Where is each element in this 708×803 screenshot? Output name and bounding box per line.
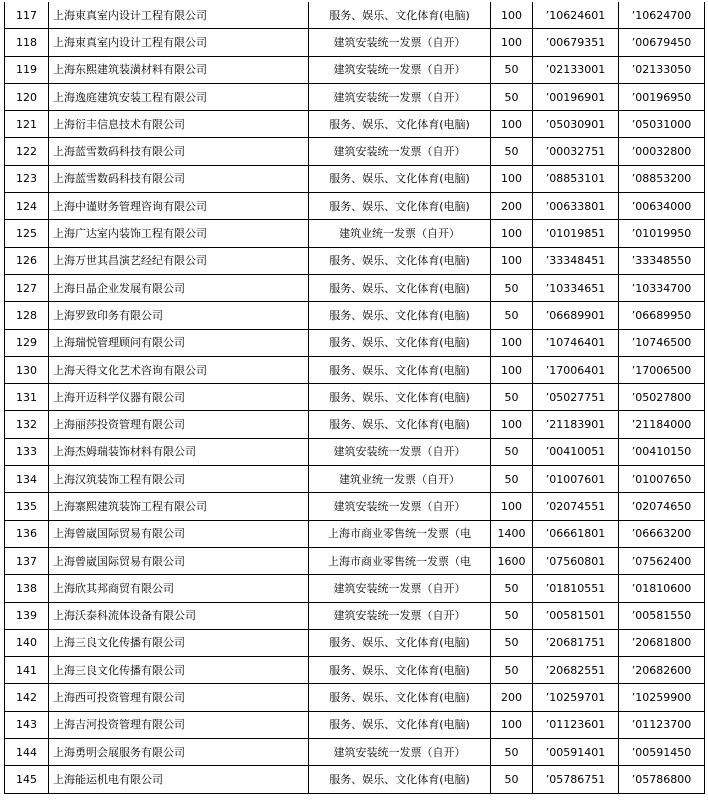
company-name-cell: 上海三良文化传播有限公司 xyxy=(49,629,309,656)
company-name-cell: 上海能运机电有限公司 xyxy=(49,766,309,793)
table-row xyxy=(5,247,705,274)
company-name-cell: 上海天得文化艺术咨询有限公司 xyxy=(49,356,309,383)
quantity-cell: 100 xyxy=(491,111,533,138)
row-number-cell: 125 xyxy=(5,220,49,247)
end-number-cell: ’00032800 xyxy=(619,138,705,165)
quantity-cell: 50 xyxy=(491,739,533,766)
end-number-cell: ’10746500 xyxy=(619,329,705,356)
quantity-cell: 100 xyxy=(491,711,533,738)
end-number-cell: ’10624700 xyxy=(619,2,705,29)
table-row xyxy=(5,684,705,711)
table-row xyxy=(5,575,705,602)
start-number-cell: ’20681751 xyxy=(533,629,619,656)
row-number-cell: 139 xyxy=(5,602,49,629)
row-number-cell: 143 xyxy=(5,711,49,738)
start-number-cell: ’00591401 xyxy=(533,739,619,766)
company-name-cell: 上海东熙建筑装潢材料有限公司 xyxy=(49,56,309,83)
start-number-cell: ’02133001 xyxy=(533,56,619,83)
row-number-cell: 144 xyxy=(5,739,49,766)
row-number-cell: 145 xyxy=(5,766,49,793)
table-body xyxy=(5,2,705,793)
start-number-cell: ’08853101 xyxy=(533,165,619,192)
row-number-cell: 130 xyxy=(5,356,49,383)
start-number-cell: ’06661801 xyxy=(533,520,619,547)
company-name-cell: 上海罗致印务有限公司 xyxy=(49,302,309,329)
row-number-cell: 137 xyxy=(5,547,49,574)
row-number-cell: 135 xyxy=(5,493,49,520)
table-row xyxy=(5,438,705,465)
start-number-cell: ’10746401 xyxy=(533,329,619,356)
invoice-type-cell: 建筑安装统一发票（自开） xyxy=(309,739,491,766)
table-row xyxy=(5,111,705,138)
invoice-type-cell: 建筑安装统一发票（自开） xyxy=(309,575,491,602)
start-number-cell: ’02074551 xyxy=(533,493,619,520)
end-number-cell: ’17006500 xyxy=(619,356,705,383)
quantity-cell: 100 xyxy=(491,220,533,247)
row-number-cell: 131 xyxy=(5,384,49,411)
table-row xyxy=(5,83,705,110)
quantity-cell: 50 xyxy=(491,629,533,656)
start-number-cell: ’01007601 xyxy=(533,466,619,493)
start-number-cell: ’05027751 xyxy=(533,384,619,411)
start-number-cell: ’01810551 xyxy=(533,575,619,602)
row-number-cell: 142 xyxy=(5,684,49,711)
company-name-cell: 上海寨熙建筑装饰工程有限公司 xyxy=(49,493,309,520)
invoice-type-cell: 服务、娱乐、文化体育(电脑) xyxy=(309,629,491,656)
invoice-type-cell: 服务、娱乐、文化体育(电脑) xyxy=(309,684,491,711)
company-name-cell: 上海曾崴国际贸易有限公司 xyxy=(49,547,309,574)
end-number-cell: ’01007650 xyxy=(619,466,705,493)
start-number-cell: ’20682551 xyxy=(533,657,619,684)
quantity-cell: 50 xyxy=(491,466,533,493)
table-row xyxy=(5,29,705,56)
row-number-cell: 118 xyxy=(5,29,49,56)
invoice-type-cell: 服务、娱乐、文化体育(电脑) xyxy=(309,165,491,192)
table-row xyxy=(5,138,705,165)
start-number-cell: ’00581501 xyxy=(533,602,619,629)
end-number-cell: ’20681800 xyxy=(619,629,705,656)
company-name-cell: 上海勇明会展服务有限公司 xyxy=(49,739,309,766)
table-row xyxy=(5,220,705,247)
row-number-cell: 141 xyxy=(5,657,49,684)
table-row xyxy=(5,56,705,83)
invoice-type-cell: 服务、娱乐、文化体育(电脑) xyxy=(309,2,491,29)
invoice-type-cell: 服务、娱乐、文化体育(电脑) xyxy=(309,329,491,356)
row-number-cell: 121 xyxy=(5,111,49,138)
table-row xyxy=(5,657,705,684)
table-row xyxy=(5,2,705,29)
quantity-cell: 1400 xyxy=(491,520,533,547)
table-row xyxy=(5,356,705,383)
quantity-cell: 50 xyxy=(491,83,533,110)
row-number-cell: 128 xyxy=(5,302,49,329)
company-name-cell: 上海杰姆瑞装饰材料有限公司 xyxy=(49,438,309,465)
start-number-cell: ’10334651 xyxy=(533,274,619,301)
company-name-cell: 上海曾崴国际贸易有限公司 xyxy=(49,520,309,547)
invoice-type-cell: 建筑安装统一发票（自开） xyxy=(309,438,491,465)
row-number-cell: 140 xyxy=(5,629,49,656)
company-name-cell: 上海广达室内装饰工程有限公司 xyxy=(49,220,309,247)
end-number-cell: ’02133050 xyxy=(619,56,705,83)
row-number-cell: 136 xyxy=(5,520,49,547)
quantity-cell: 50 xyxy=(491,56,533,83)
table-row xyxy=(5,547,705,574)
quantity-cell: 100 xyxy=(491,493,533,520)
quantity-cell: 100 xyxy=(491,411,533,438)
company-name-cell: 上海蓝雪数码科技有限公司 xyxy=(49,138,309,165)
quantity-cell: 200 xyxy=(491,684,533,711)
end-number-cell: ’10334700 xyxy=(619,274,705,301)
quantity-cell: 50 xyxy=(491,657,533,684)
quantity-cell: 1600 xyxy=(491,547,533,574)
row-number-cell: 120 xyxy=(5,83,49,110)
end-number-cell: ’05027800 xyxy=(619,384,705,411)
company-name-cell: 上海开迈科学仪器有限公司 xyxy=(49,384,309,411)
quantity-cell: 50 xyxy=(491,438,533,465)
table-row xyxy=(5,165,705,192)
company-name-cell: 上海束真室内设计工程有限公司 xyxy=(49,2,309,29)
company-name-cell: 上海丽莎投资管理有限公司 xyxy=(49,411,309,438)
table-row xyxy=(5,493,705,520)
end-number-cell: ’07562400 xyxy=(619,547,705,574)
end-number-cell: ’20682600 xyxy=(619,657,705,684)
invoice-type-cell: 服务、娱乐、文化体育(电脑) xyxy=(309,111,491,138)
row-number-cell: 126 xyxy=(5,247,49,274)
quantity-cell: 50 xyxy=(491,302,533,329)
start-number-cell: ’17006401 xyxy=(533,356,619,383)
end-number-cell: ’06689950 xyxy=(619,302,705,329)
invoice-type-cell: 服务、娱乐、文化体育(电脑) xyxy=(309,193,491,220)
quantity-cell: 100 xyxy=(491,29,533,56)
start-number-cell: ’00679351 xyxy=(533,29,619,56)
company-name-cell: 上海欣其邦商贸有限公司 xyxy=(49,575,309,602)
company-name-cell: 上海日晶企业发展有限公司 xyxy=(49,274,309,301)
row-number-cell: 133 xyxy=(5,438,49,465)
start-number-cell: ’00196901 xyxy=(533,83,619,110)
end-number-cell: ’00679450 xyxy=(619,29,705,56)
company-name-cell: 上海沃泰科流体设备有限公司 xyxy=(49,602,309,629)
end-number-cell: ’01810600 xyxy=(619,575,705,602)
company-name-cell: 上海蓝雪数码科技有限公司 xyxy=(49,165,309,192)
table-row xyxy=(5,302,705,329)
quantity-cell: 200 xyxy=(491,193,533,220)
invoice-type-cell: 建筑业统一发票（自开） xyxy=(309,466,491,493)
invoice-type-cell: 建筑安装统一发票（自开） xyxy=(309,83,491,110)
start-number-cell: ’06689901 xyxy=(533,302,619,329)
end-number-cell: ’01019950 xyxy=(619,220,705,247)
table-row xyxy=(5,384,705,411)
end-number-cell: ’01123700 xyxy=(619,711,705,738)
quantity-cell: 100 xyxy=(491,356,533,383)
invoice-type-cell: 建筑安装统一发票（自开） xyxy=(309,29,491,56)
invoice-type-cell: 服务、娱乐、文化体育(电脑) xyxy=(309,274,491,301)
table-row xyxy=(5,520,705,547)
end-number-cell: ’02074650 xyxy=(619,493,705,520)
company-name-cell: 上海西可投资管理有限公司 xyxy=(49,684,309,711)
quantity-cell: 100 xyxy=(491,165,533,192)
invoice-type-cell: 上海市商业零售统一发票（电 xyxy=(309,520,491,547)
invoice-type-cell: 建筑安装统一发票（自开） xyxy=(309,602,491,629)
company-name-cell: 上海衍丰信息技术有限公司 xyxy=(49,111,309,138)
start-number-cell: ’33348451 xyxy=(533,247,619,274)
invoice-type-cell: 服务、娱乐、文化体育(电脑) xyxy=(309,657,491,684)
end-number-cell: ’33348550 xyxy=(619,247,705,274)
invoice-type-cell: 服务、娱乐、文化体育(电脑) xyxy=(309,411,491,438)
invoice-type-cell: 服务、娱乐、文化体育(电脑) xyxy=(309,711,491,738)
start-number-cell: ’05030901 xyxy=(533,111,619,138)
company-name-cell: 上海三良文化传播有限公司 xyxy=(49,657,309,684)
row-number-cell: 132 xyxy=(5,411,49,438)
company-name-cell: 上海汉筑装饰工程有限公司 xyxy=(49,466,309,493)
end-number-cell: ’05786800 xyxy=(619,766,705,793)
row-number-cell: 119 xyxy=(5,56,49,83)
end-number-cell: ’00634000 xyxy=(619,193,705,220)
quantity-cell: 100 xyxy=(491,2,533,29)
company-name-cell: 上海逸庭建筑安装工程有限公司 xyxy=(49,83,309,110)
end-number-cell: ’06663200 xyxy=(619,520,705,547)
start-number-cell: ’01123601 xyxy=(533,711,619,738)
start-number-cell: ’05786751 xyxy=(533,766,619,793)
quantity-cell: 50 xyxy=(491,575,533,602)
end-number-cell: ’00196950 xyxy=(619,83,705,110)
start-number-cell: ’00633801 xyxy=(533,193,619,220)
company-name-cell: 上海吉河投资管理有限公司 xyxy=(49,711,309,738)
quantity-cell: 100 xyxy=(491,329,533,356)
table-row xyxy=(5,274,705,301)
invoice-type-cell: 建筑业统一发票（自开） xyxy=(309,220,491,247)
invoice-type-cell: 建筑安装统一发票（自开） xyxy=(309,493,491,520)
quantity-cell: 50 xyxy=(491,602,533,629)
table-row xyxy=(5,766,705,793)
company-name-cell: 上海中谨财务管理咨询有限公司 xyxy=(49,193,309,220)
invoice-type-cell: 建筑安装统一发票（自开） xyxy=(309,138,491,165)
row-number-cell: 122 xyxy=(5,138,49,165)
start-number-cell: ’00410051 xyxy=(533,438,619,465)
quantity-cell: 50 xyxy=(491,766,533,793)
row-number-cell: 123 xyxy=(5,165,49,192)
row-number-cell: 129 xyxy=(5,329,49,356)
invoice-type-cell: 上海市商业零售统一发票（电 xyxy=(309,547,491,574)
end-number-cell: ’05031000 xyxy=(619,111,705,138)
company-name-cell: 上海万世其昌演艺经纪有限公司 xyxy=(49,247,309,274)
start-number-cell: ’21183901 xyxy=(533,411,619,438)
invoice-type-cell: 服务、娱乐、文化体育(电脑) xyxy=(309,302,491,329)
invoice-type-cell: 服务、娱乐、文化体育(电脑) xyxy=(309,247,491,274)
table-row xyxy=(5,629,705,656)
company-name-cell: 上海瑞悦管理顾问有限公司 xyxy=(49,329,309,356)
end-number-cell: ’00410150 xyxy=(619,438,705,465)
table-row xyxy=(5,739,705,766)
end-number-cell: ’21184000 xyxy=(619,411,705,438)
table-row xyxy=(5,329,705,356)
row-number-cell: 134 xyxy=(5,466,49,493)
row-number-cell: 124 xyxy=(5,193,49,220)
row-number-cell: 117 xyxy=(5,2,49,29)
start-number-cell: ’00032751 xyxy=(533,138,619,165)
start-number-cell: ’01019851 xyxy=(533,220,619,247)
table-row xyxy=(5,411,705,438)
company-name-cell: 上海束真室内设计工程有限公司 xyxy=(49,29,309,56)
quantity-cell: 100 xyxy=(491,247,533,274)
invoice-type-cell: 建筑安装统一发票（自开） xyxy=(309,56,491,83)
invoice-type-cell: 服务、娱乐、文化体育(电脑) xyxy=(309,384,491,411)
end-number-cell: ’00581550 xyxy=(619,602,705,629)
start-number-cell: ’10259701 xyxy=(533,684,619,711)
table-row xyxy=(5,466,705,493)
row-number-cell: 127 xyxy=(5,274,49,301)
end-number-cell: ’00591450 xyxy=(619,739,705,766)
table-row xyxy=(5,193,705,220)
quantity-cell: 50 xyxy=(491,274,533,301)
quantity-cell: 50 xyxy=(491,384,533,411)
table-row xyxy=(5,711,705,738)
row-number-cell: 138 xyxy=(5,575,49,602)
end-number-cell: ’08853200 xyxy=(619,165,705,192)
quantity-cell: 50 xyxy=(491,138,533,165)
start-number-cell: ’10624601 xyxy=(533,2,619,29)
table-row xyxy=(5,602,705,629)
invoice-table xyxy=(4,2,705,794)
invoice-type-cell: 服务、娱乐、文化体育(电脑) xyxy=(309,356,491,383)
end-number-cell: ’10259900 xyxy=(619,684,705,711)
invoice-type-cell: 服务、娱乐、文化体育(电脑) xyxy=(309,766,491,793)
start-number-cell: ’07560801 xyxy=(533,547,619,574)
